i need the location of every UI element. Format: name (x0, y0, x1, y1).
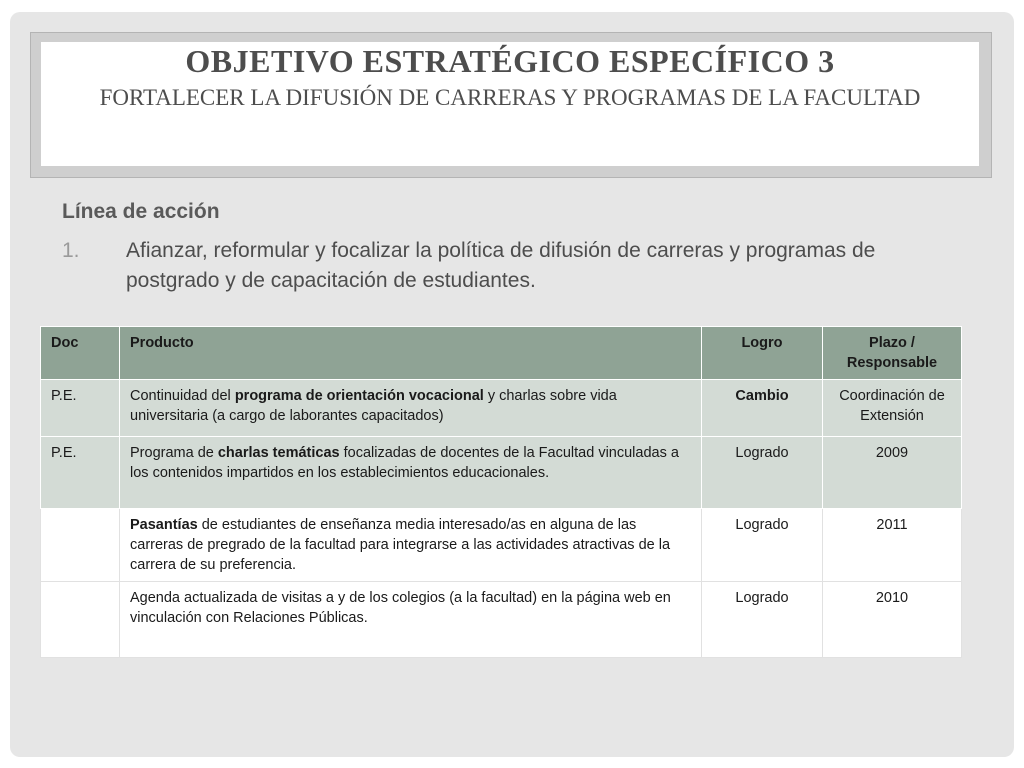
table-row (41, 509, 962, 582)
table-row (41, 380, 962, 437)
producto-bold-text: Pasantías (130, 517, 198, 533)
slide-title: OBJETIVO ESTRATÉGICO ESPECÍFICO 3 (185, 43, 835, 79)
cell-producto (120, 582, 702, 658)
producto-text: focalizadas de docentes de la Facultad vinculadas a los contenidos impartidos en los establecimientos educacionales. (130, 445, 679, 481)
cell-doc: P.E. (41, 380, 120, 437)
cell-plazo: 2010 (823, 582, 962, 658)
table-row (41, 582, 962, 658)
producto-text: Continuidad del (130, 388, 235, 404)
header-plazo: Plazo / Responsable (823, 327, 962, 380)
header-logro: Logro (702, 327, 823, 380)
producto-text: Agenda actualizada de visitas a y de los colegios (a la facultad) en la página web en vinculación con Relaciones Públicas. (130, 590, 671, 626)
cell-producto (120, 380, 702, 437)
producto-text: de estudiantes de enseñanza media interesado/as en alguna de las carreras de pregrado de la facultad para integrarse a las actividades atractivas de la carrera de su preferencia. (130, 517, 671, 573)
cell-logro: Logrado (702, 437, 823, 509)
title-frame (30, 32, 992, 178)
cell-doc (41, 582, 120, 658)
plan-table (40, 326, 962, 658)
cell-plazo: Coordinación de Extensión (823, 380, 962, 437)
cell-doc (41, 509, 120, 582)
cell-doc: P.E. (41, 437, 120, 509)
action-item-number: 1. (62, 239, 80, 262)
cell-plazo: 2011 (823, 509, 962, 582)
action-item (62, 236, 962, 296)
header-producto: Producto (120, 327, 702, 380)
action-line-heading: Línea de acción (62, 200, 220, 223)
table-row (41, 437, 962, 509)
cell-logro: Logrado (702, 582, 823, 658)
header-doc: Doc (41, 327, 120, 380)
cell-producto (120, 437, 702, 509)
action-item-text: Afianzar, reformular y focalizar la política de difusión de carreras y programas de postgrado y de capacitación de estudiantes. (126, 239, 876, 292)
table-header-row (41, 327, 962, 380)
cell-logro: Logrado (702, 509, 823, 582)
producto-bold-text: charlas temáticas (217, 445, 340, 461)
cell-producto (120, 509, 702, 582)
cell-logro: Cambio (702, 380, 823, 437)
title-box (41, 42, 979, 166)
producto-bold-text: programa de orientación vocacional (234, 388, 484, 404)
action-list (62, 236, 962, 296)
producto-text: Programa de (130, 445, 218, 461)
cell-plazo: 2009 (823, 437, 962, 509)
producto-text: y charlas sobre vida universitaria (a cargo de laborantes capacitados) (130, 388, 617, 424)
slide-subtitle: FORTALECER LA DIFUSIÓN DE CARRERAS Y PROGRAMAS DE LA FACULTAD (99, 85, 921, 110)
